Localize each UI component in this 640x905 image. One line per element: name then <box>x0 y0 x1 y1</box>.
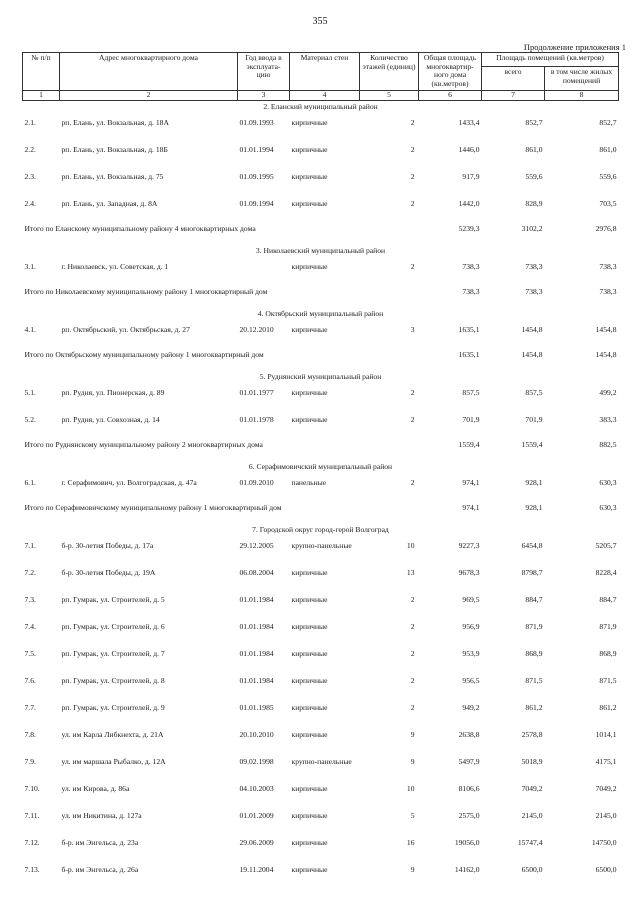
cell-row-number: 7.2. <box>24 567 36 577</box>
table-row <box>23 644 619 671</box>
column-number: 4 <box>290 90 360 100</box>
table-row <box>23 320 619 347</box>
cell-premises-area-living: 852,7 <box>599 117 617 127</box>
section-title: 5. Руднянский муниципальный район <box>259 371 382 381</box>
section-heading-row <box>23 524 619 536</box>
cell-premises-area-living: 871,5 <box>599 675 617 685</box>
cell-address: рп. Гумрак, ул. Строителей, д. 6 <box>61 621 165 631</box>
cell-year: 01.01.1977 <box>239 387 274 397</box>
cell-row-number: 7.3. <box>24 594 36 604</box>
cell-total-area: 5497,9 <box>458 756 480 766</box>
cell-floors: 2 <box>410 117 415 127</box>
cell-total-area: 14162,0 <box>454 864 480 874</box>
cell-row-number: 7.10. <box>24 783 40 793</box>
total-label: Итого по Еланскому муниципальному району 4 многоквартирных дома <box>24 223 256 233</box>
cell-total-area: 1446,0 <box>458 144 480 154</box>
table-header <box>23 53 619 101</box>
header-living: в том числе жилых помещений <box>545 66 619 90</box>
cell-wall-material: кирпичные <box>291 567 328 577</box>
cell-row-number: 7.6. <box>24 675 36 685</box>
continuation-note: Продолжение приложения 1 <box>523 42 626 52</box>
table-row <box>23 410 619 437</box>
cell-premises-area-living: 1014,1 <box>595 729 617 739</box>
table-row <box>23 806 619 833</box>
cell-address: рп. Гумрак, ул. Строителей, д. 9 <box>61 702 165 712</box>
cell-year: 01.09.2010 <box>239 477 274 487</box>
section-heading-row <box>23 100 619 113</box>
cell-premises-area-living: 2145,0 <box>595 810 617 820</box>
cell-total-area: 2575,0 <box>458 810 480 820</box>
cell-wall-material: кирпичные <box>291 783 328 793</box>
cell-total-area: 8106,6 <box>458 783 480 793</box>
table-row <box>23 725 619 752</box>
cell-premises-area-all: 738,3 <box>525 261 543 271</box>
header-address: Адрес многоквартирного дома <box>60 53 238 91</box>
cell-row-number: 2.1. <box>24 117 36 127</box>
cell-premises-area-living: 559,6 <box>599 171 617 181</box>
cell-address: б-р. 30-летия Победы, д. 17а <box>61 540 154 550</box>
cell-year <box>238 257 290 284</box>
cell-address: б-р. 30-летия Победы, д. 19А <box>61 567 156 577</box>
cell-premises-area-living: 703,5 <box>599 198 617 208</box>
table-row <box>23 257 619 284</box>
cell-premises-area-living: 630,3 <box>599 477 617 487</box>
header-premises-area: Площадь помещений (кв.метров) <box>482 53 619 67</box>
header-total-area: Общая площадь многоквартир- ного дома (кв.метров) <box>419 53 482 91</box>
section-title: 4. Октябрьский муниципальный район <box>257 308 384 318</box>
table-row <box>23 698 619 725</box>
cell-address: рп. Рудня, ул. Пионерская, д. 89 <box>61 387 165 397</box>
cell-row-number: 3.1. <box>24 261 36 271</box>
cell-wall-material: крупно-панельные <box>291 756 352 766</box>
table-row <box>23 140 619 167</box>
cell-premises-area-living: 7049,2 <box>595 783 617 793</box>
cell-premises-area-all: 8798,7 <box>521 567 543 577</box>
page-number: 355 <box>312 16 328 27</box>
cell-total-area: 949,2 <box>462 702 480 712</box>
cell-premises-area-living: 871,9 <box>599 621 617 631</box>
cell-total-area: 1442,0 <box>458 198 480 208</box>
cell-year: 19.11.2004 <box>239 864 274 874</box>
cell-premises-area-all: 857,5 <box>525 387 543 397</box>
cell-premises-area-all: 6500,0 <box>521 864 543 874</box>
column-numbers-row <box>23 90 619 100</box>
cell-year: 29.06.2009 <box>239 837 274 847</box>
cell-floors: 16 <box>406 837 415 847</box>
total-all: 928,1 <box>525 502 543 512</box>
total-label: Итого по Серафимовичскому муниципальному району 1 многоквартирный дом <box>24 502 282 512</box>
cell-wall-material: кирпичные <box>291 621 328 631</box>
cell-premises-area-all: 871,5 <box>525 675 543 685</box>
table-row <box>23 167 619 194</box>
table-row <box>23 860 619 887</box>
cell-floors: 2 <box>410 594 415 604</box>
cell-address: рп. Елань, ул. Вокзальная, д. 18А <box>61 117 169 127</box>
cell-premises-area-all: 1454,8 <box>521 324 543 334</box>
cell-premises-area-all: 871,9 <box>525 621 543 631</box>
cell-address: рп. Елань, ул. Вокзальная, д. 18Б <box>61 144 168 154</box>
cell-floors: 2 <box>410 198 415 208</box>
cell-row-number: 7.1. <box>24 540 36 550</box>
cell-premises-area-living: 884,7 <box>599 594 617 604</box>
cell-wall-material: кирпичные <box>291 414 328 424</box>
cell-premises-area-all: 559,6 <box>525 171 543 181</box>
cell-premises-area-living: 499,2 <box>599 387 617 397</box>
cell-total-area: 9678,3 <box>458 567 480 577</box>
cell-row-number: 7.5. <box>24 648 36 658</box>
cell-address: г. Серафимович, ул. Волгоградская, д. 47а <box>61 477 197 487</box>
section-heading-row <box>23 461 619 473</box>
cell-year: 09.02.1998 <box>239 756 274 766</box>
cell-premises-area-all: 861,2 <box>525 702 543 712</box>
cell-year: 01.01.1984 <box>239 621 274 631</box>
total-spacer <box>290 284 419 308</box>
table-row <box>23 752 619 779</box>
cell-premises-area-all: 2145,0 <box>521 810 543 820</box>
cell-wall-material: кирпичные <box>291 261 328 271</box>
total-living: 1454,8 <box>595 349 617 359</box>
total-all: 1559,4 <box>521 439 543 449</box>
cell-floors: 9 <box>410 756 415 766</box>
cell-total-area: 956,9 <box>462 621 480 631</box>
cell-row-number: 6.1. <box>24 477 36 487</box>
cell-floors: 10 <box>406 540 415 550</box>
total-row <box>23 347 619 371</box>
cell-address: б-р. им Энгельса, д. 23а <box>61 837 139 847</box>
section-title: 2. Еланский муниципальный район <box>263 101 378 111</box>
cell-floors: 2 <box>410 144 415 154</box>
section-heading-row <box>23 371 619 383</box>
cell-premises-area-living: 738,3 <box>599 261 617 271</box>
cell-floors: 2 <box>410 261 415 271</box>
cell-premises-area-living: 4175,1 <box>595 756 617 766</box>
table-row <box>23 194 619 221</box>
cell-wall-material: кирпичные <box>291 810 328 820</box>
cell-floors: 2 <box>410 621 415 631</box>
cell-wall-material: кирпичные <box>291 594 328 604</box>
cell-wall-material: кирпичные <box>291 171 328 181</box>
cell-premises-area-all: 868,9 <box>525 648 543 658</box>
cell-premises-area-living: 861,0 <box>599 144 617 154</box>
total-total-area: 5239,3 <box>458 223 480 233</box>
total-label: Итого по Руднянскому муниципальному району 2 многоквартирных дома <box>24 439 263 449</box>
cell-row-number: 7.13. <box>24 864 40 874</box>
cell-address: рп. Гумрак, ул. Строителей, д. 8 <box>61 675 165 685</box>
cell-total-area: 953,9 <box>462 648 480 658</box>
cell-premises-area-all: 884,7 <box>525 594 543 604</box>
cell-address: б-р. им Энгельса, д. 26а <box>61 864 139 874</box>
cell-address: ул. им Кирова, д. 86а <box>61 783 130 793</box>
cell-address: ул. им Никитина, д. 127а <box>61 810 142 820</box>
column-number: 5 <box>360 90 419 100</box>
cell-address: рп. Гумрак, ул. Строителей, д. 5 <box>61 594 165 604</box>
cell-year: 01.09.1995 <box>239 171 274 181</box>
cell-floors: 2 <box>410 414 415 424</box>
cell-row-number: 7.8. <box>24 729 36 739</box>
total-total-area: 974,1 <box>462 502 480 512</box>
cell-total-area: 738,3 <box>462 261 480 271</box>
total-total-area: 738,3 <box>462 286 480 296</box>
total-living: 882,5 <box>599 439 617 449</box>
cell-row-number: 7.11. <box>24 810 40 820</box>
cell-row-number: 2.4. <box>24 198 36 208</box>
cell-year: 01.09.1994 <box>239 198 274 208</box>
header-all: всего <box>482 66 545 90</box>
cell-address: рп. Октябрьский, ул. Октябрьская, д. 27 <box>61 324 190 334</box>
total-row <box>23 284 619 308</box>
cell-premises-area-all: 15747,4 <box>517 837 543 847</box>
header-no: № п/п <box>23 53 60 91</box>
cell-total-area: 956,5 <box>462 675 480 685</box>
table-row <box>23 779 619 806</box>
cell-address: ул. им Карла Либкнехта, д. 21А <box>61 729 164 739</box>
cell-wall-material: кирпичные <box>291 648 328 658</box>
cell-floors: 9 <box>410 729 415 739</box>
cell-premises-area-all: 701,9 <box>525 414 543 424</box>
table-row <box>23 617 619 644</box>
cell-wall-material: кирпичные <box>291 144 328 154</box>
cell-wall-material: кирпичные <box>291 729 328 739</box>
cell-row-number: 5.1. <box>24 387 36 397</box>
cell-total-area: 917,9 <box>462 171 480 181</box>
cell-wall-material: кирпичные <box>291 675 328 685</box>
cell-year: 01.01.1984 <box>239 675 274 685</box>
cell-total-area: 9227,3 <box>458 540 480 550</box>
total-living: 630,3 <box>599 502 617 512</box>
total-spacer <box>290 437 419 461</box>
cell-premises-area-living: 1454,8 <box>595 324 617 334</box>
table-row <box>23 833 619 860</box>
table-row <box>23 536 619 563</box>
cell-premises-area-living: 5205,7 <box>595 540 617 550</box>
table-body <box>23 100 619 887</box>
table-row <box>23 671 619 698</box>
total-all: 1454,8 <box>521 349 543 359</box>
cell-premises-area-living: 383,3 <box>599 414 617 424</box>
cell-total-area: 969,5 <box>462 594 480 604</box>
total-total-area: 1559,4 <box>458 439 480 449</box>
apartment-buildings-table <box>22 52 619 887</box>
cell-wall-material: панельные <box>291 477 327 487</box>
cell-total-area: 974,1 <box>462 477 480 487</box>
column-number: 3 <box>238 90 290 100</box>
cell-floors: 2 <box>410 702 415 712</box>
cell-premises-area-all: 7049,2 <box>521 783 543 793</box>
cell-year: 04.10.2003 <box>239 783 274 793</box>
cell-floors: 5 <box>410 810 415 820</box>
cell-premises-area-living: 14750,0 <box>591 837 617 847</box>
cell-premises-area-all: 928,1 <box>525 477 543 487</box>
cell-wall-material: кирпичные <box>291 324 328 334</box>
total-label: Итого по Николаевскому муниципальному району 1 многоквартирный дом <box>24 286 268 296</box>
cell-wall-material: кирпичные <box>291 702 328 712</box>
cell-address: рп. Рудня, ул. Совхозная, д. 14 <box>61 414 160 424</box>
cell-address: ул. им маршала Рыбалко, д. 12А <box>61 756 166 766</box>
total-all: 738,3 <box>525 286 543 296</box>
cell-premises-area-all: 5018,9 <box>521 756 543 766</box>
cell-row-number: 7.9. <box>24 756 36 766</box>
cell-address: г. Николаевск, ул. Советская, д. 1 <box>61 261 169 271</box>
cell-year: 01.01.1994 <box>239 144 274 154</box>
cell-total-area: 2638,8 <box>458 729 480 739</box>
cell-floors: 2 <box>410 648 415 658</box>
cell-row-number: 2.3. <box>24 171 36 181</box>
header-floors: Количество этажей (единиц) <box>360 53 419 91</box>
cell-year: 20.10.2010 <box>239 729 274 739</box>
cell-address: рп. Гумрак, ул. Строителей, д. 7 <box>61 648 165 658</box>
cell-year: 01.01.1984 <box>239 594 274 604</box>
section-heading-row <box>23 245 619 257</box>
cell-premises-area-all: 2578,8 <box>521 729 543 739</box>
cell-year: 29.12.2005 <box>239 540 274 550</box>
cell-wall-material: крупно-панельные <box>291 540 352 550</box>
column-number: 1 <box>23 90 60 100</box>
column-number: 8 <box>545 90 619 100</box>
cell-floors: 3 <box>410 324 415 334</box>
column-number: 7 <box>482 90 545 100</box>
cell-wall-material: кирпичные <box>291 117 328 127</box>
cell-floors: 13 <box>406 567 415 577</box>
total-row <box>23 437 619 461</box>
cell-premises-area-all: 852,7 <box>525 117 543 127</box>
cell-floors: 10 <box>406 783 415 793</box>
cell-floors: 2 <box>410 477 415 487</box>
cell-total-area: 701,9 <box>462 414 480 424</box>
cell-year: 20.12.2010 <box>239 324 274 334</box>
cell-premises-area-living: 868,9 <box>599 648 617 658</box>
cell-row-number: 7.12. <box>24 837 40 847</box>
cell-premises-area-all: 861,0 <box>525 144 543 154</box>
table-row <box>23 473 619 500</box>
cell-total-area: 1433,4 <box>458 117 480 127</box>
cell-year: 01.01.1985 <box>239 702 274 712</box>
total-all: 3102,2 <box>521 223 543 233</box>
header-year: Год ввода в эксплуата- цию <box>238 53 290 91</box>
cell-year: 01.01.1984 <box>239 648 274 658</box>
cell-premises-area-living: 861,2 <box>599 702 617 712</box>
cell-year: 01.01.1978 <box>239 414 274 424</box>
cell-total-area: 1635,1 <box>458 324 480 334</box>
total-total-area: 1635,1 <box>458 349 480 359</box>
cell-wall-material: кирпичные <box>291 387 328 397</box>
section-title: 7. Городской округ город-герой Волгоград <box>252 524 389 534</box>
cell-premises-area-all: 6454,8 <box>521 540 543 550</box>
total-spacer <box>290 347 419 371</box>
total-row <box>23 500 619 524</box>
table-row <box>23 563 619 590</box>
cell-row-number: 7.7. <box>24 702 36 712</box>
table-row <box>23 590 619 617</box>
column-number: 2 <box>60 90 238 100</box>
cell-year: 06.08.2004 <box>239 567 274 577</box>
cell-premises-area-living: 8228,4 <box>595 567 617 577</box>
cell-row-number: 5.2. <box>24 414 36 424</box>
cell-wall-material: кирпичные <box>291 837 328 847</box>
cell-floors: 2 <box>410 387 415 397</box>
cell-year: 01.09.1993 <box>239 117 274 127</box>
total-row <box>23 221 619 245</box>
cell-address: рп. Елань, ул. Вокзальная, д. 75 <box>61 171 164 181</box>
cell-row-number: 4.1. <box>24 324 36 334</box>
column-number: 6 <box>419 90 482 100</box>
cell-row-number: 7.4. <box>24 621 36 631</box>
section-title: 6. Серафимовичский муниципальный район <box>248 461 393 471</box>
cell-floors: 9 <box>410 864 415 874</box>
cell-total-area: 857,5 <box>462 387 480 397</box>
cell-floors: 2 <box>410 171 415 181</box>
section-heading-row <box>23 308 619 320</box>
section-title: 3. Николаевский муниципальный район <box>255 245 386 255</box>
total-living: 738,3 <box>599 286 617 296</box>
cell-wall-material: кирпичные <box>291 864 328 874</box>
total-spacer <box>290 221 419 245</box>
table-row <box>23 113 619 140</box>
total-label: Итого по Октябрьскому муниципальному району 1 многоквартирный дом <box>24 349 264 359</box>
cell-floors: 2 <box>410 675 415 685</box>
table-row <box>23 383 619 410</box>
cell-premises-area-living: 6500,0 <box>595 864 617 874</box>
cell-year: 01.01.2009 <box>239 810 274 820</box>
cell-total-area: 19056,0 <box>454 837 480 847</box>
total-spacer <box>290 500 419 524</box>
total-living: 2976,8 <box>595 223 617 233</box>
cell-premises-area-all: 828,9 <box>525 198 543 208</box>
cell-row-number: 2.2. <box>24 144 36 154</box>
cell-wall-material: кирпичные <box>291 198 328 208</box>
header-material: Материал стен <box>290 53 360 91</box>
cell-address: рп. Елань, ул. Западная, д. 8А <box>61 198 158 208</box>
